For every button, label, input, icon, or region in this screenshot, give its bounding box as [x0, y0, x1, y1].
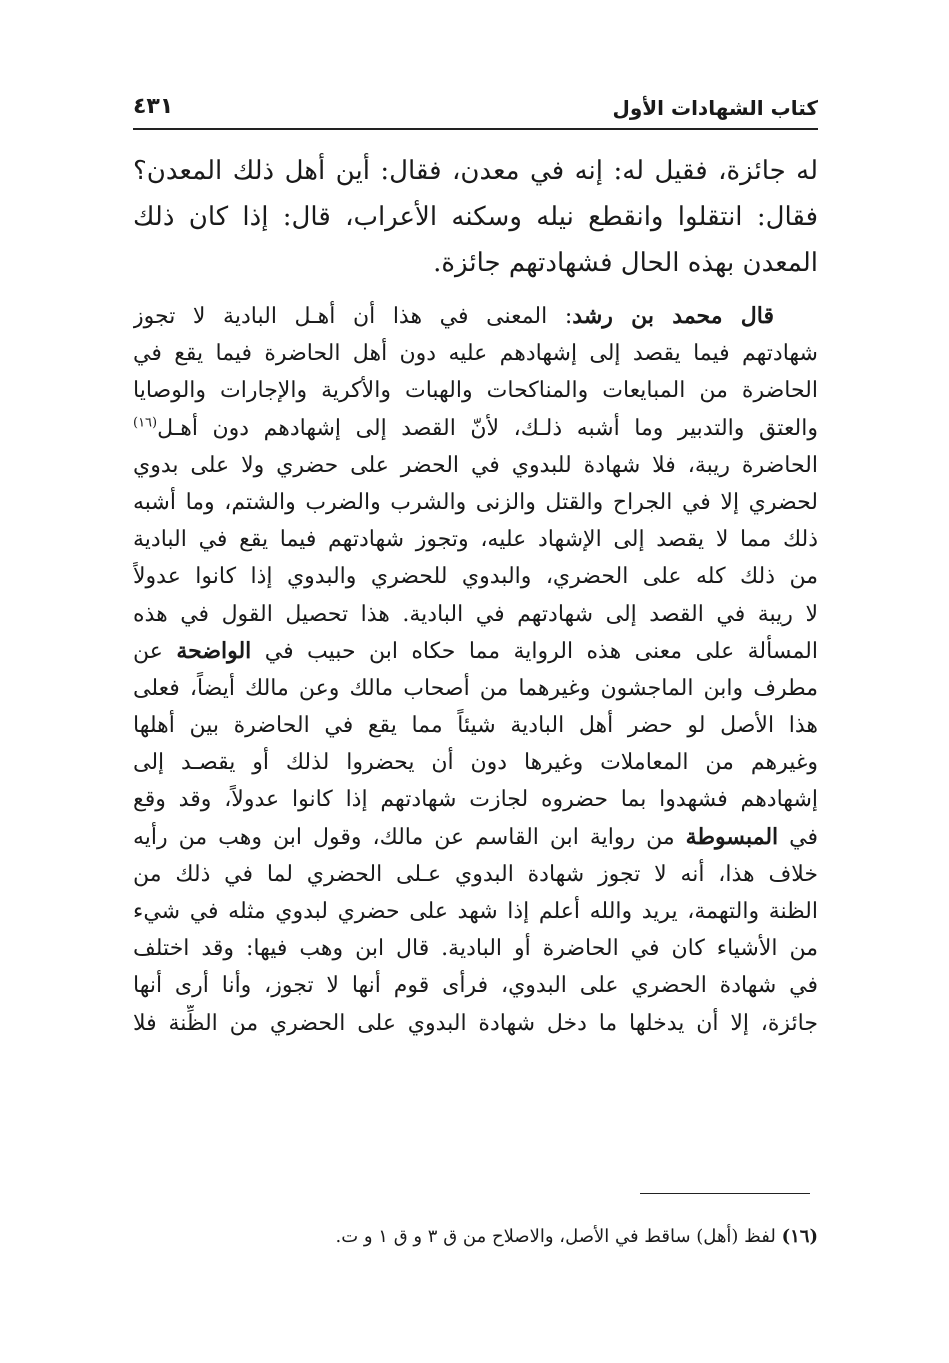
text-line: الحاضرة من المبايعات والمناكحات والهبات والأكرية والإجارات والوصايا	[133, 378, 818, 404]
text-line: هذا الأصل لو حضر أهل البادية شيئاً مما يقع في الحاضرة بين أهلها	[133, 713, 818, 739]
footnote	[133, 1222, 818, 1252]
book-title-wadiha: الواضحة	[176, 637, 252, 664]
text-line: شهادتهم فيما يقصد إلى إشهادهم عليه دون أهل الحاضرة فيما يقع في	[133, 341, 818, 367]
paragraph-2	[133, 298, 818, 1042]
text-line: مطرف وابن الماجشون وغيرهما من أصحاب مالك وعن مالك أيضاً، فعلى	[133, 675, 818, 701]
page-number: ٤٣١	[133, 94, 174, 119]
text-line	[133, 633, 818, 670]
text-run: : المعنى في هذا أن أهـل البادية لا تجوز	[133, 304, 573, 329]
text-line: الحاضرة ريبة، فلا شهادة للبدوي في الحضر على حضري ولا على بدوي	[133, 452, 818, 478]
text-line: المعدن بهذه الحال فشهادتهم جائزة.	[433, 248, 818, 278]
text-line: إشهادهم فشهدوا بما حضروه لجازت شهادتهم إذا كانوا عدولاً، وقد وقع	[133, 787, 818, 813]
footnote-reference: (١٦)	[133, 415, 158, 431]
text-line: في شهادة الحضري على البدوي، فرأى قوم أنها لا تجوز، وأنا أرى أنها	[133, 973, 818, 999]
text-line: خلاف هذا، أنه لا تجوز شهادة البدوي عـلى الحضري لما في ذلك من	[133, 861, 818, 887]
main-text	[133, 148, 818, 1042]
text-run: في	[789, 824, 818, 850]
speaker-name: قال محمد بن رشد	[572, 303, 774, 329]
text-line: لحضري إلا في الجراح والقتل والزنى والشرب والضرب والشتم، وما أشبه	[133, 489, 818, 515]
text-line: من الأشياء كان في الحاضرة أو البادية. قال ابن وهب فيها: وقد اختلف	[133, 936, 818, 962]
text-run: عن	[133, 638, 163, 664]
text-line: الظنة والتهمة، يريد والله أعلم إذا شهد على حضري لبدوي مثله في شيء	[133, 899, 818, 924]
running-title: كتاب الشهادات الأول	[612, 96, 818, 120]
footnote-number: (١٦)	[781, 1226, 818, 1247]
paragraph-1	[133, 148, 818, 286]
text-line	[133, 410, 818, 447]
text-run: والعتق والتدبير وما أشبه ذلـك، لأنّ القصد إلى إشهادهم دون أهـل	[157, 415, 818, 441]
text-run: المسألة على معنى هذه الرواية مما حكاه ابن حبيب في	[264, 638, 818, 664]
text-line: لا ريبة في القصد إلى شهادتهم في البادية. هذا تحصيل القول في هذه	[133, 601, 818, 627]
text-line: من ذلك كله على الحضري، والبدوي للحضري والبدوي إذا كانوا عدولاً	[133, 564, 818, 590]
text-line: جائزة، إلا أن يدخلها ما دخل شهادة البدوي على الحضري من الظِّنة فلا	[133, 1010, 818, 1036]
header-rule	[133, 128, 818, 130]
page-header	[133, 92, 818, 128]
text-line: ذلك مما لا يقصد إلى الإشهاد عليه، وتجوز شهادتهم فيما يقع في البادية	[133, 527, 818, 553]
text-line: له جائزة، فقيل له: إنه في معدن، فقال: أين أهل ذلك المعدن؟	[133, 156, 818, 186]
text-line: فقال: انتقلوا وانقطع نيله وسكنه الأعراب، قال: إذا كان ذلك	[133, 202, 818, 232]
text-run: من رواية ابن القاسم عن مالك، وقول ابن وهب من رأيه	[133, 824, 675, 850]
book-title-mabsuta: المبسوطة	[685, 823, 779, 850]
footnote-separator	[640, 1193, 810, 1194]
text-line	[133, 819, 818, 856]
footnote-text: لفظ (أهل) ساقط في الأصل، والاصلاح من ق ٣ و ق ١ و ت.	[335, 1226, 776, 1247]
text-line	[133, 298, 818, 335]
text-line: وغيرهم من المعاملات وغيرها دون أن يحضروا لذلك أو يقصـد إلى	[133, 750, 818, 776]
